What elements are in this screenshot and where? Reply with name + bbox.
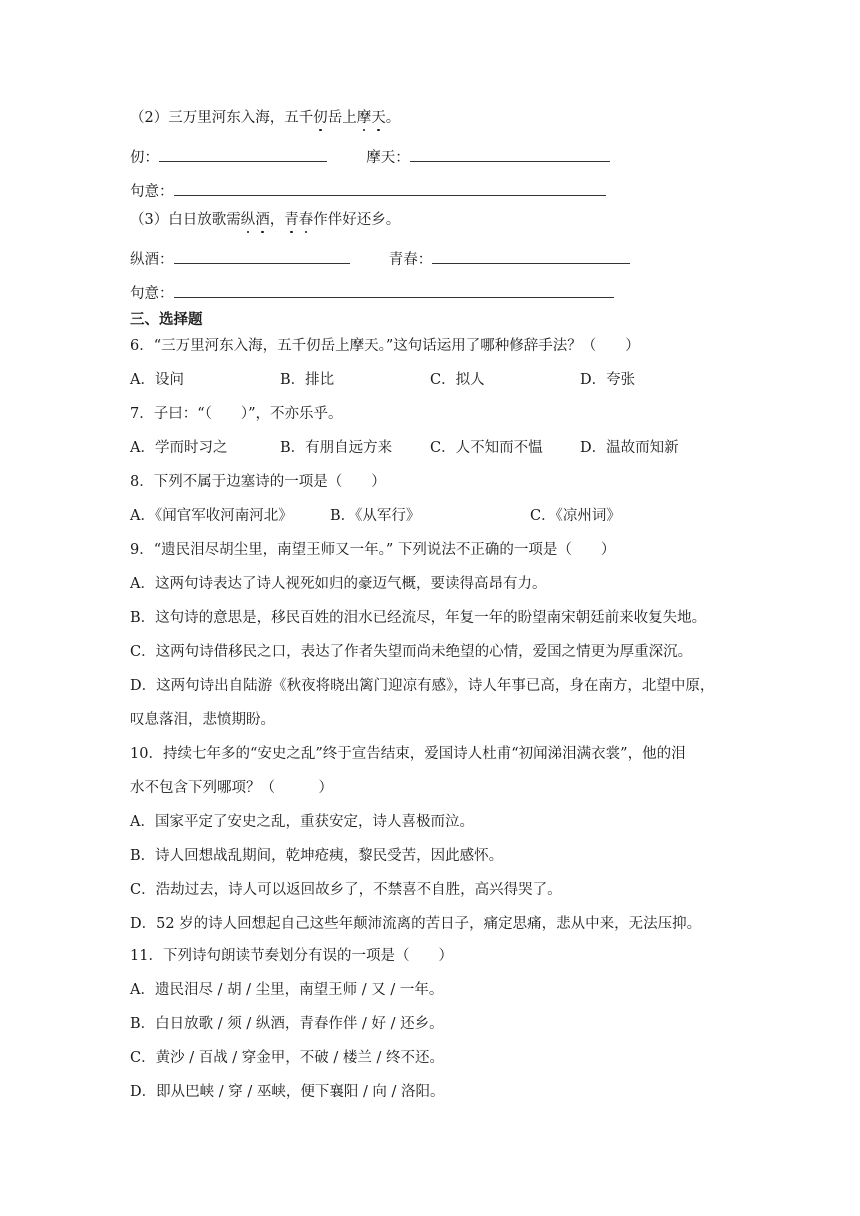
q11-option-c[interactable]: C．黄沙 / 百战 / 穿金甲，不破 / 楼兰 / 终不还。 [130,1050,445,1066]
q6-option-d[interactable]: D．夸张 [580,372,636,388]
q6-option-b[interactable]: B．排比 [280,372,335,388]
q5-item3-key-char: 青 [284,212,299,228]
q9-option-c[interactable]: C．这两句诗借移民之口，表达了作者失望而尚未绝望的心情，爱国之情更为厚重深沉。 [130,644,693,660]
q5-item3-key-char: 纵 [240,212,256,228]
q8-option-a[interactable]: A．《闻官军收河南河北》 [130,508,293,524]
q5-item2-blank-ren[interactable] [159,146,327,162]
q7-option-d[interactable]: D．温故而知新 [580,440,679,456]
q5-item3-word-blanks [130,248,630,270]
q11-option-a[interactable]: A．遗民泪尽 / 胡 / 尘里，南望王师 / 又 / 一年。 [130,982,444,998]
q11-option-b[interactable]: B．白日放歌 / 须 / 纵酒，青春作伴 / 好 / 还乡。 [130,1016,444,1032]
q5-item2-sense-blank[interactable] [174,180,606,196]
q5-item3-sense-row [130,282,614,304]
q9-option-b[interactable]: B．这句诗的意思是，移民百姓的泪水已经流尽，年复一年的盼望南宋朝廷前来收复失地。 [130,610,707,626]
q11-option-d[interactable]: D．即从巴峡 / 穿 / 巫峡，便下襄阳 / 向 / 洛阳。 [130,1084,445,1100]
q10-stem-cont: 水不包含下列哪项？（ ） [130,780,333,796]
q5-item2-word-blanks [130,146,610,168]
q6-option-c[interactable]: C．拟人 [430,372,485,388]
q8-option-b[interactable]: B．《从军行》 [330,508,421,524]
q5-item2-post: 。 [385,110,401,126]
section-heading: 三、选择题 [130,312,203,328]
q5-item2-sense-label: 句意： [130,184,174,200]
q7-option-a[interactable]: A．学而时习之 [130,440,228,456]
q5-item2-pre: （2）三万里河东入海，五千 [130,110,314,126]
q7-option-c[interactable]: C．人不知而不愠 [430,440,543,456]
q5-item3-label-qingchun: 青春： [388,252,433,268]
q5-item3-sentence [130,210,400,230]
q9-stem: 9．“遗民泪尽胡尘里，南望王师又一年。” 下列说法不正确的一项是（ ） [130,542,616,558]
q5-item3-blank-qingchun[interactable] [432,248,630,264]
q5-item3-key-char: 春 [298,212,314,228]
q5-item2-label-ren: 仞： [130,150,159,166]
q5-item2-key-char: 仞 [313,110,328,126]
q5-item3-key-char: 酒 [255,212,270,228]
q5-item3-pre: （3）白日放歌需 [130,212,241,228]
q5-item2-blank-motian[interactable] [410,146,610,162]
q9-option-a[interactable]: A．这两句诗表达了诗人视死如归的豪迈气概，要读得高昂有力。 [130,576,547,592]
q10-option-d[interactable]: D．52 岁的诗人回想起自己这些年颠沛流离的苦日子，痛定思痛，悲从中来，无法压抑。 [130,916,702,932]
q6-stem: 6．“三万里河东入海，五千仞岳上摩天。”这句话运用了哪种修辞手法？（ ） [130,338,640,354]
q10-stem: 10．持续七年多的“安史之乱”终于宣告结束，爱国诗人杜甫“初闻涕泪满衣裳”，他的泪 [130,746,686,762]
q6-option-a[interactable]: A．设问 [130,372,184,388]
q5-item3-label-zongjiu: 纵酒： [130,252,174,268]
q9-option-d[interactable]: D．这两句诗出自陆游《秋夜将晓出篱门迎凉有感》，诗人年事已高，身在南方，北望中原， [130,678,715,694]
q11-stem: 11．下列诗句朗读节奏划分有误的一项是（ ） [130,948,453,964]
q5-item3-post: 作伴好还乡。 [313,212,401,228]
q10-option-b[interactable]: B．诗人回想战乱期间，乾坤疮痍，黎民受苦，因此感怀。 [130,848,504,864]
q10-option-c[interactable]: C．浩劫过去，诗人可以返回故乡了，不禁喜不自胜，高兴得哭了。 [130,882,562,898]
q5-item3-mid: ， [269,212,285,228]
q5-item2-sentence [130,108,400,128]
q5-item3-blank-zongjiu[interactable] [174,248,350,264]
q5-item2-sense-row [130,180,606,202]
q5-item3-sense-label: 句意： [130,286,174,302]
q10-option-a[interactable]: A．国家平定了安史之乱，重获安定，诗人喜极而泣。 [130,814,474,830]
q5-item2-mid: 岳上 [327,110,357,126]
q8-stem: 8．下列不属于边塞诗的一项是（ ） [130,474,386,490]
q7-option-b[interactable]: B．有朋自远方来 [280,440,393,456]
q5-item3-sense-blank[interactable] [174,282,614,298]
q9-option-d-cont: 叹息落泪，悲愤期盼。 [130,712,275,728]
q5-item2-key-char: 天 [371,110,386,126]
q5-item2-key-char: 摩 [356,110,372,126]
q5-item2-label-motian: 摩天： [366,150,410,166]
q7-stem: 7．子曰：“（ ）”，不亦乐乎。 [130,406,343,422]
q8-option-c[interactable]: C．《凉州词》 [530,508,621,524]
